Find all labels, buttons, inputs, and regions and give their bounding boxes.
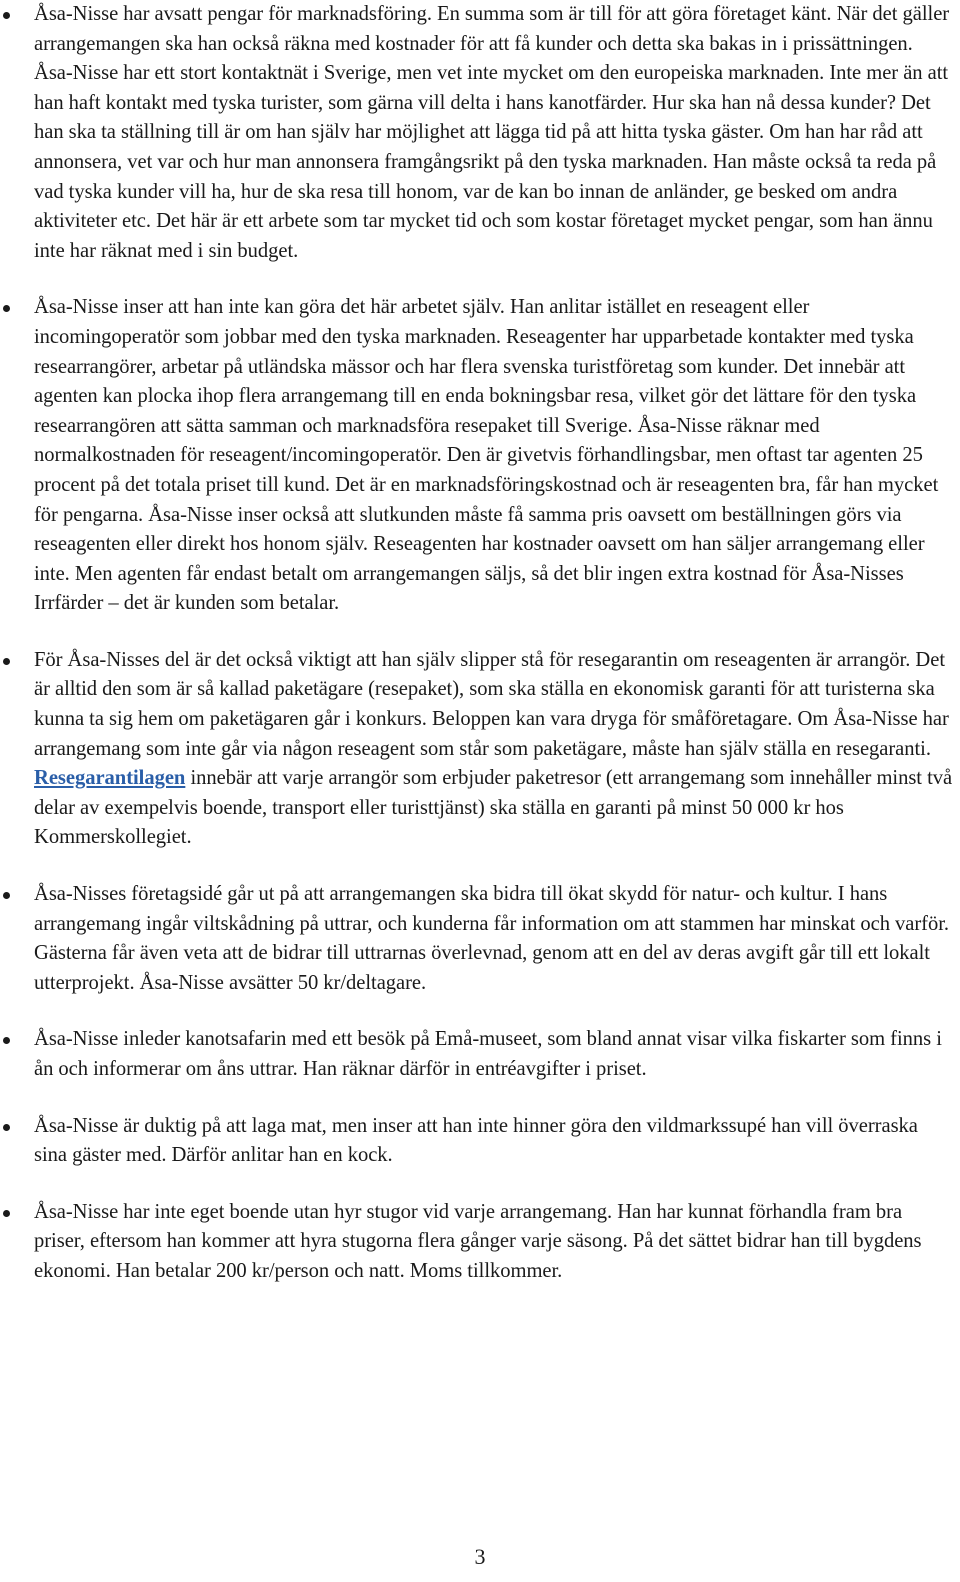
bullet-icon: [3, 305, 10, 312]
bullet-item-resegaranti: [0, 646, 960, 853]
paragraph-text-before: För Åsa-Nisses del är det också viktigt att han själv slipper stå för resegarantin om reseagenten är arrangör. Det är alltid den som är så kallad paketägare (resepaket), som ska ställa en ekonomisk garanti för att turisterna ska kunna ta sig hem om paketägaren går i konkurs. Beloppen kan vara dryga för småföretagare. Om Åsa-Nisse har arrangemang som inte går via någon reseagent som står som paketägare, måste han själv ställa en resegaranti.: [34, 648, 949, 760]
paragraph-text: Åsa-Nisse inser att han inte kan göra det här arbetet själv. Han anlitar istället en reseagent eller incomingoperatör som jobbar med den tyska marknaden. Reseagenter har upparbetade kontakter med tyska researrangörer, arbetar på utländska mässor och har flera svenska turistföretag som kunder. Det innebär att agenten kan plocka ihop flera arrangemang till en enda bokningsbar resa, vilket gör det lättare för den tyska researrangören att sätta samman och marknadsföra resepaket till Sverige. Åsa-Nisse räknar med normalkostnaden för reseagent/incomingoperatör. Den är givetvis förhandlingsbar, men oftast tar agenten 25 procent på det totala priset till kund. Det är en marknadsföringskostnad och är reseagenten bra, får han mycket för pengarna. Åsa-Nisse inser också att slutkunden måste få samma pris oavsett om beställningen görs via reseagenten eller direkt hos honom själv. Reseagenten har kostnader oavsett om han säljer arrangemang eller inte. Men agenten får endast betalt om arrangemangen säljs, så det blir ingen extra kostnad för Åsa-Nisses Irrfärder – det är kunden som betalar.: [34, 296, 939, 615]
bullet-icon: [3, 12, 10, 19]
bullet-item-boende: [0, 1198, 960, 1287]
bullet-icon: [3, 1124, 10, 1131]
bullet-item-natur-kultur: [0, 880, 960, 998]
paragraph-text: Åsa-Nisses företagsidé går ut på att arrangemangen ska bidra till ökat skydd för natur- och kultur. I hans arrangemang ingår viltskådning på uttrar, och kunderna får information om att stammen har minskat och varför. Gästerna får även veta att de bidrar till uttrarnas överlevnad, genom att en del av deras avgift går till ett lokalt utterprojekt. Åsa-Nisse avsätter 50 kr/deltagare.: [34, 883, 950, 994]
paragraph-text: Åsa-Nisse har avsatt pengar för marknadsföring. En summa som är till för att göra företaget känt. När det gäller arrangemangen ska han också räkna med kostnader för att få kunder och detta ska bakas in i prissättningen. Åsa-Nisse har ett stort kontaktnät i Sverige, men vet inte mycket om den europeiska marknaden. Inte mer än att han haft kontakt med tyska turister, som gärna vill delta i hans kanotfärder. Hur ska han nå dessa kunder? Det han ska ta ställning till är om han själv har möjlighet att lägga tid på att hitta tyska gäster. Om han har råd att annonsera, vet var och hur man annonsera framgångsrikt på den tyska marknaden. Han måste också ta reda på vad tyska kunder vill ha, hur de ska resa till honom, var de kan bo innan de anländer, ge besked om andra aktiviteter etc. Det här är ett arbete som tar mycket tid och som kostar företaget mycket pengar, som han ännu inte har räknat med i sin budget.: [34, 3, 950, 262]
bullet-icon: [3, 1037, 10, 1044]
bullet-icon: [3, 1210, 10, 1217]
bullet-item-museum: [0, 1025, 960, 1084]
paragraph-text: Åsa-Nisse är duktig på att laga mat, men inser att han inte hinner göra den vildmarkssupé han vill överraska sina gäster med. Därför anlitar han en kock.: [34, 1114, 918, 1167]
bullet-item-reseagent: [0, 293, 960, 619]
bullet-item-kock: [0, 1112, 960, 1171]
resegarantilagen-link[interactable]: Resegarantilagen: [34, 767, 186, 790]
page-number: 3: [474, 1544, 486, 1569]
paragraph-text-after: innebär att varje arrangör som erbjuder paketresor (ett arrangemang som innehåller minst två delar av exempelvis boende, transport eller turisttjänst) ska ställa en garanti på minst 50 000 kr hos Kommerskollegiet.: [34, 767, 953, 849]
bullet-icon: [3, 892, 10, 899]
bullet-icon: [3, 658, 10, 665]
paragraph-text: Åsa-Nisse inleder kanotsafarin med ett besök på Emå-museet, som bland annat visar vilka fiskarter som finns i ån och informerar om åns uttrar. Han räknar därför in entréavgifter i priset.: [34, 1028, 942, 1080]
paragraph-text: Åsa-Nisse har inte eget boende utan hyr stugor vid varje arrangemang. Han har kunnat förhandla fram bra priser, eftersom han kommer att hyra stugorna flera gånger varje säsong. På det sättet bidrar han till bygdens ekonomi. Han betalar 200 kr/person och natt. Moms tillkommer.: [34, 1200, 922, 1282]
bullet-item-marketing: [0, 0, 960, 266]
